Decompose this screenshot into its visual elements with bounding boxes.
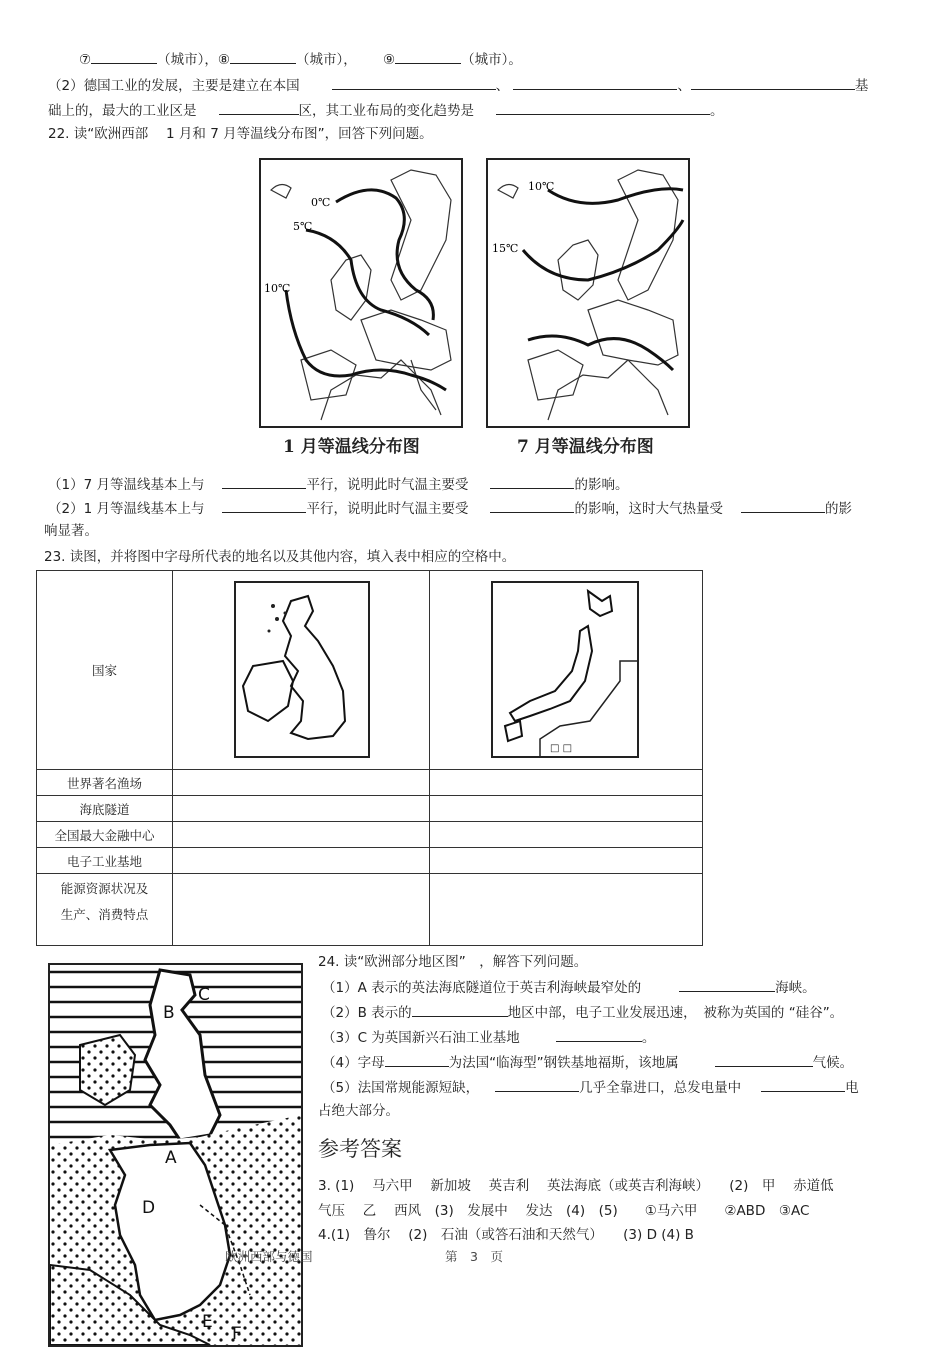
q24-sub5-cont: 占绝大部分。 (318, 1103, 399, 1119)
answers-line3: 4.(1) 鲁尔 (2) 石油（或答石油和天然气） (3) D (4) B (318, 1227, 694, 1243)
q22-sub2-cont: 响显著。 (44, 523, 98, 539)
q24-sub1: （1）A 表示的英法海底隧道位于英吉利海峡最窄处的 海峡。 (322, 977, 816, 997)
map-letter-f: F (232, 1324, 242, 1344)
cell-jp-fishing[interactable] (430, 770, 703, 796)
label-15c-july: 15℃ (492, 242, 519, 255)
cell-uk-electronics[interactable] (173, 848, 430, 874)
q22-sub1: （1）7 月等温线基本上与 平行，说明此时气温主要受 的影响。 (48, 474, 628, 494)
label-5c: 5℃ (293, 220, 313, 233)
q23-table (36, 570, 703, 946)
q24-title: 24. 读“欧洲部分地区图” ，解答下列问题。 (318, 954, 588, 970)
japan-map (430, 571, 702, 769)
label-10c: 10℃ (264, 282, 291, 295)
q22-title: 22. 读“欧洲西部 1 月和 7 月等温线分布图”，回答下列问题。 (48, 126, 433, 142)
cell-uk-finance[interactable] (173, 822, 430, 848)
cell-jp-electronics[interactable] (430, 848, 703, 874)
map-europe-region (48, 963, 303, 1347)
row-undersea-tunnel: 海底隧道 (37, 796, 173, 822)
map-january-isotherms (259, 158, 463, 428)
q24-sub5: （5）法国常规能源短缺， 几乎全靠进口，总发电量中 电 (322, 1077, 859, 1097)
cell-jp-tunnel[interactable] (430, 796, 703, 822)
row-fishing-ground: 世界著名渔场 (37, 770, 173, 796)
row-electronics-base: 电子工业基地 (37, 848, 173, 874)
cell-uk-map (173, 571, 430, 770)
map-letter-b: B (163, 1003, 175, 1023)
answers-line2: 气压 乙 西风 (3) 发展中 发达 (4) (5) ①马六甲 ②ABD ③AC (318, 1203, 810, 1219)
q21-line2: （2）德国工业的发展，主要是建立在本国 、 、 基 (48, 75, 868, 95)
cell-japan-map (430, 571, 703, 770)
footer-page: 第 3 页 (445, 1249, 503, 1264)
row-energy: 能源资源状况及 生产、消费特点 (37, 874, 173, 946)
label-0c: 0℃ (311, 196, 331, 209)
cell-uk-fishing[interactable] (173, 770, 430, 796)
q23-title: 23. 读图，并将图中字母所代表的地名以及其他内容，填入表中相应的空格中。 (44, 549, 516, 565)
q24-sub2: （2）B 表示的 地区中部，电子工业发展迅速， 被称为英国的 “硅谷”。 (322, 1002, 843, 1022)
footer-left: 欧洲西部与德国 (225, 1249, 313, 1264)
caption-july: 7 月等温线分布图 (517, 437, 654, 457)
q24-sub3: （3）C 为英国新兴石油工业基地 。 (322, 1027, 655, 1047)
answers-line1: 3. (1) 马六甲 新加坡 英吉利 英法海底（或英吉利海峡） (2) 甲 赤道低 (318, 1178, 834, 1194)
q22-sub2: （2）1 月等温线基本上与 平行，说明此时气温主要受 的影响，这时大气热量受 的影 (48, 498, 852, 518)
q21-line1: ⑦ （城市），⑧ （城市）， ⑨ （城市）。 (79, 49, 522, 69)
cell-country-header: 国家 (37, 571, 173, 770)
uk-map (173, 571, 429, 769)
cell-uk-energy[interactable] (173, 874, 430, 946)
map-july-isotherms (486, 158, 690, 428)
svg-text:□ □: □ □ (550, 743, 573, 754)
q24-sub4: （4）字母 为法国“临海型”钢铁基地福斯，该地属 气候。 (322, 1052, 853, 1072)
map-letter-c: C (198, 985, 210, 1005)
map-letter-e: E (202, 1312, 213, 1332)
map-letter-d: D (142, 1198, 156, 1218)
answers-title: 参考答案 (318, 1137, 402, 1161)
cell-uk-tunnel[interactable] (173, 796, 430, 822)
q21-line3: 础上的，最大的工业区是 区，其工业布局的变化趋势是 。 (48, 100, 724, 120)
label-10c-july: 10℃ (528, 180, 555, 193)
row-financial-center: 全国最大金融中心 (37, 822, 173, 848)
cell-jp-energy[interactable] (430, 874, 703, 946)
map-letter-a: A (165, 1148, 177, 1168)
cell-jp-finance[interactable] (430, 822, 703, 848)
caption-january: 1 月等温线分布图 (283, 437, 420, 457)
